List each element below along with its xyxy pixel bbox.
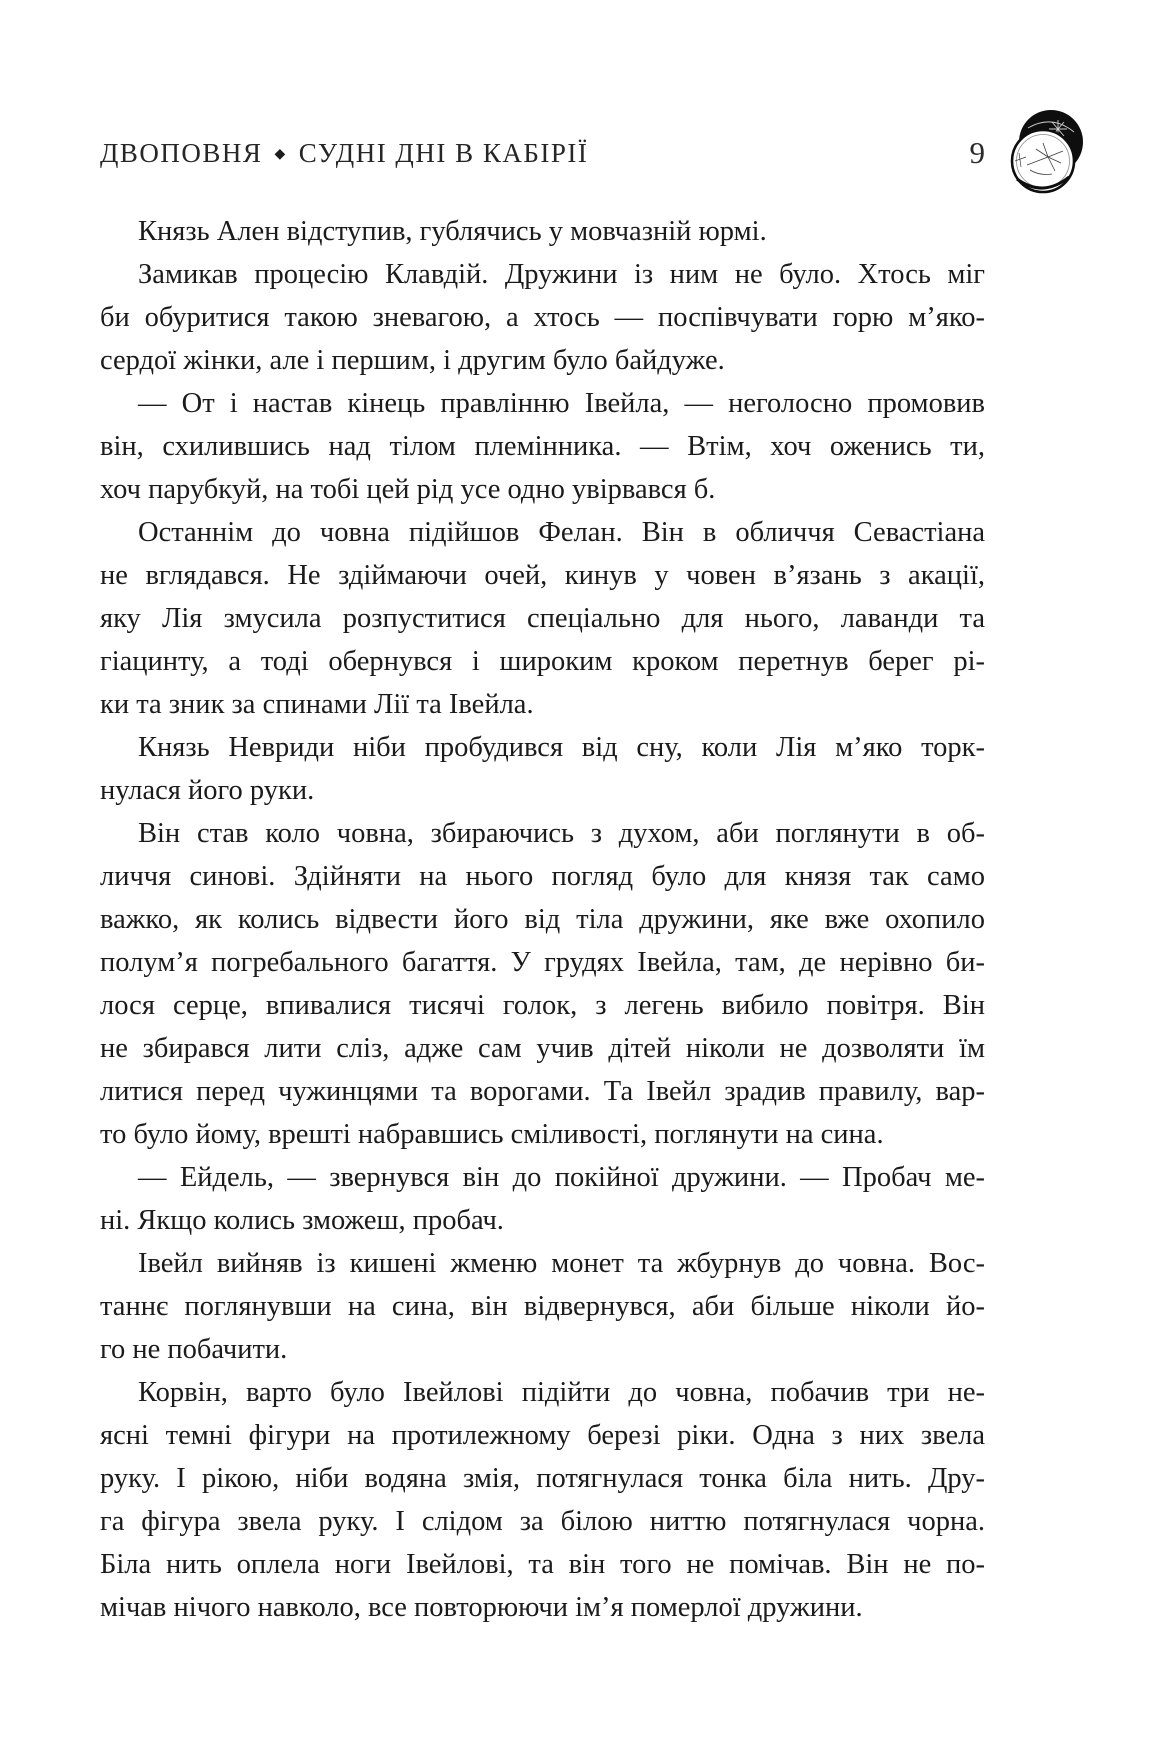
text-line: гіацинту, а тоді обернувся і широким кроком перетнув берег рі- xyxy=(100,646,985,677)
page-number: 9 xyxy=(969,135,985,170)
text-line: — Ейдель, — звернувся він до покійної дружини. — Пробач ме- xyxy=(138,1162,985,1193)
text-line: литися перед чужинцями та ворогами. Та Івейл зрадив правилу, вар- xyxy=(100,1076,985,1107)
text-line: Князь Ален відступив, гублячись у мовчазній юрмі. xyxy=(138,216,767,247)
text-line: ясні темні фігури на протилежному березі ріки. Одна з них звела xyxy=(100,1420,985,1451)
text-line: Останнім до човна підійшов Фелан. Він в обличчя Севастіана xyxy=(138,517,985,548)
text-line: — От і настав кінець правлінню Івейла, — неголосно промовив xyxy=(138,388,985,419)
text-line: хоч парубкуй, на тобі цей рід усе одно увірвався б. xyxy=(100,474,716,505)
text-line: Він став коло човна, збираючись з духом, аби поглянути в об- xyxy=(138,818,985,849)
running-title xyxy=(100,138,588,169)
text-line: личчя синові. Здійняти на нього погляд було для князя так само xyxy=(100,861,985,892)
text-line: руку. І рікою, ніби водяна змія, потягнулася тонка біла нить. Дру- xyxy=(100,1463,985,1494)
text-line: го не побачити. xyxy=(100,1334,288,1365)
text-line: полум’я погребального багаття. У грудях Івейла, там, де нерівно би- xyxy=(100,947,985,978)
text-line: важко, як колись відвести його від тіла дружини, яке вже охопило xyxy=(100,904,985,935)
text-line: мічав нічого навколо, все повторюючи ім’я померлої дружини. xyxy=(100,1592,863,1623)
text-line: сердої жінки, але і першим, і другим було байдуже. xyxy=(100,345,725,376)
text-line: він, схилившись над тілом племінника. — Втім, хоч оженись ти, xyxy=(100,431,985,462)
text-line: би обуритися такою зневагою, а хтось — поспівчувати горю м’яко- xyxy=(100,302,985,333)
text-line: лося серце, впивалися тисячі голок, з легень вибило повітря. Він xyxy=(100,990,985,1021)
text-line: не вглядався. Не здіймаючи очей, кинув у човен в’язань з акації, xyxy=(100,560,985,591)
text-line: га фігура звела руку. І слідом за білою ниттю потягнулася чорна. xyxy=(100,1506,985,1537)
text-line: таннє поглянувши на сина, він відвернувся, аби більше ніколи йо- xyxy=(100,1291,985,1322)
body-text xyxy=(100,210,985,1629)
book-title: ДВОПОВНЯ xyxy=(100,138,263,168)
page-header xyxy=(100,135,985,182)
text-line: Замикав процесію Клавдій. Дружини із ним не було. Хтось міг xyxy=(138,259,985,290)
text-line: яку Лія змусила розпуститися спеціально для нього, лаванди та xyxy=(100,603,985,634)
text-line: Біла нить оплела ноги Івейлові, та він того не помічав. Він не по- xyxy=(100,1549,985,1580)
chapter-title: СУДНІ ДНІ В КАБІРІЇ xyxy=(298,138,589,168)
double-moon-icon xyxy=(1010,104,1086,200)
text-line: то було йому, врешті набравшись сміливості, поглянути на сина. xyxy=(100,1119,884,1150)
text-line: Івейл вийняв із кишені жменю монет та жбурнув до човна. Вос- xyxy=(138,1248,985,1279)
text-line: Князь Невриди ніби пробудився від сну, коли Лія м’яко торк- xyxy=(138,732,985,763)
text-line: нулася його руки. xyxy=(100,775,315,806)
text-line: ні. Якщо колись зможеш, пробач. xyxy=(100,1205,504,1236)
text-line: не збирався лити сліз, адже сам учив дітей ніколи не дозволяти їм xyxy=(100,1033,985,1064)
text-line: ки та зник за спинами Лії та Івейла. xyxy=(100,689,534,720)
text-line: Корвін, варто було Івейлові підійти до човна, побачив три не- xyxy=(138,1377,985,1408)
diamond-separator-icon: ◆ xyxy=(274,147,287,162)
